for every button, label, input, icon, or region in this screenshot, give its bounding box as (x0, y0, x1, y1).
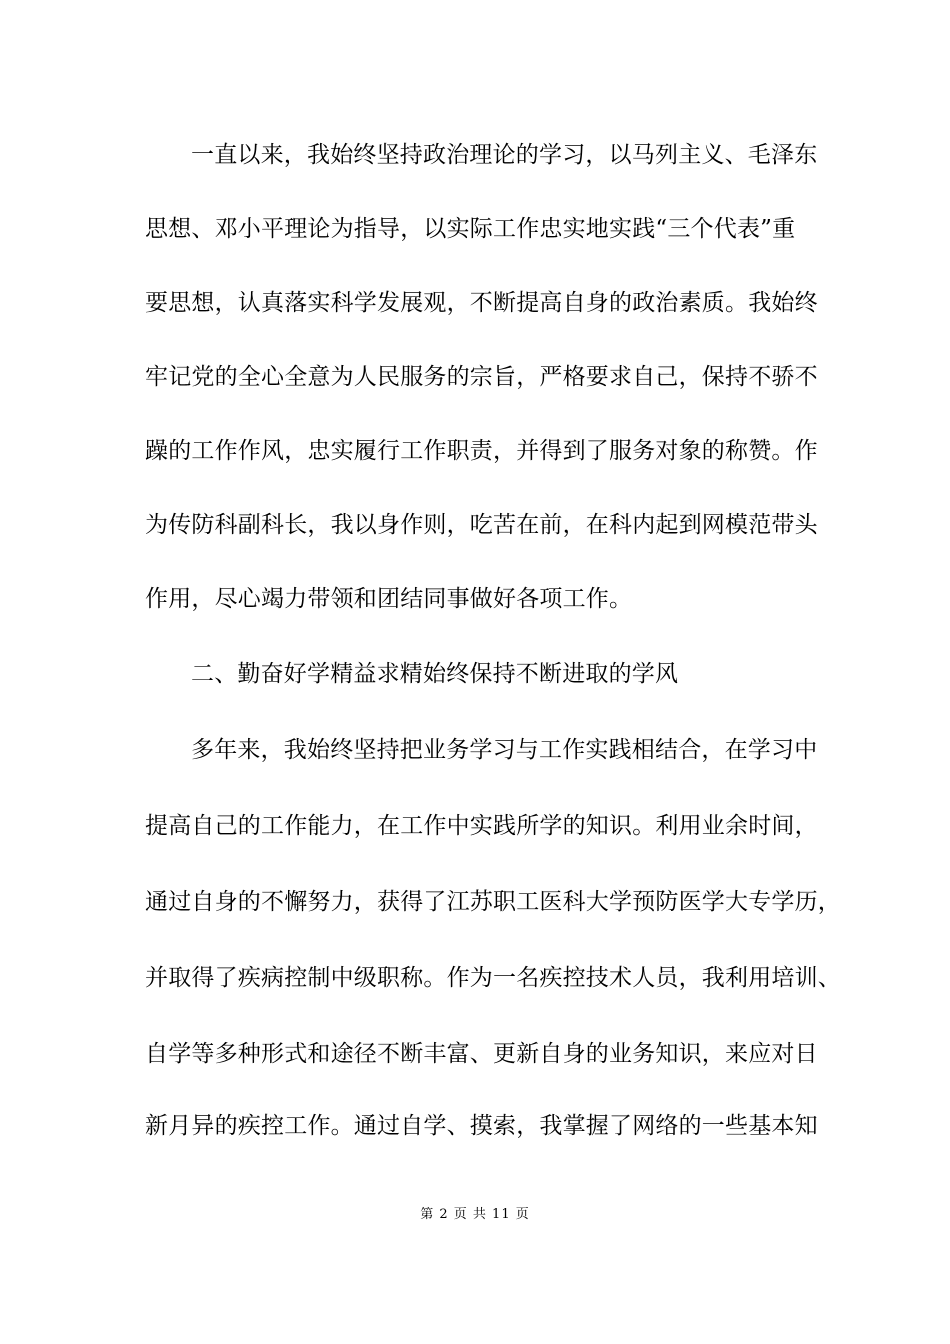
paragraph-line: 提高自己的工作能力，在工作中实践所学的知识。利用业余时间， (145, 813, 818, 839)
paragraph-line: 新月异的疾控工作。通过自学、摸索，我掌握了网络的一些基本知 (145, 1113, 818, 1139)
paragraph-line: 躁的工作作风，忠实履行工作职责，并得到了服务对象的称赞。作 (145, 438, 818, 464)
paragraph-line: 作用，尽心竭力带领和团结同事做好各项工作。 (145, 586, 633, 612)
paragraph-line: 一直以来，我始终坚持政治理论的学习，以马列主义、毛泽东 (191, 142, 818, 168)
paragraph-line: 多年来，我始终坚持把业务学习与工作实践相结合，在学习中 (191, 737, 818, 763)
paragraph-line: 思想、邓小平理论为指导，以实际工作忠实地实践“三个代表”重 (145, 216, 796, 242)
paragraph-line: 自学等多种形式和途径不断丰富、更新自身的业务知识，来应对日 (145, 1041, 818, 1067)
paragraph-line: 通过自身的不懈努力，获得了江苏职工医科大学预防医学大专学历， (145, 889, 841, 915)
page-number-footer: 第 2 页 共 11 页 (420, 1207, 530, 1222)
paragraph-line: 牢记党的全心全意为人民服务的宗旨，严格要求自己，保持不骄不 (145, 364, 818, 390)
paragraph-line: 为传防科副科长，我以身作则，吃苦在前，在科内起到网模范带头 (145, 512, 818, 538)
paragraph-line: 要思想，认真落实科学发展观，不断提高自身的政治素质。我始终 (145, 290, 818, 316)
section-heading: 二、勤奋好学精益求精始终保持不断进取的学风 (191, 661, 679, 687)
paragraph-line: 并取得了疾病控制中级职称。作为一名疾控技术人员，我利用培训、 (145, 965, 841, 991)
